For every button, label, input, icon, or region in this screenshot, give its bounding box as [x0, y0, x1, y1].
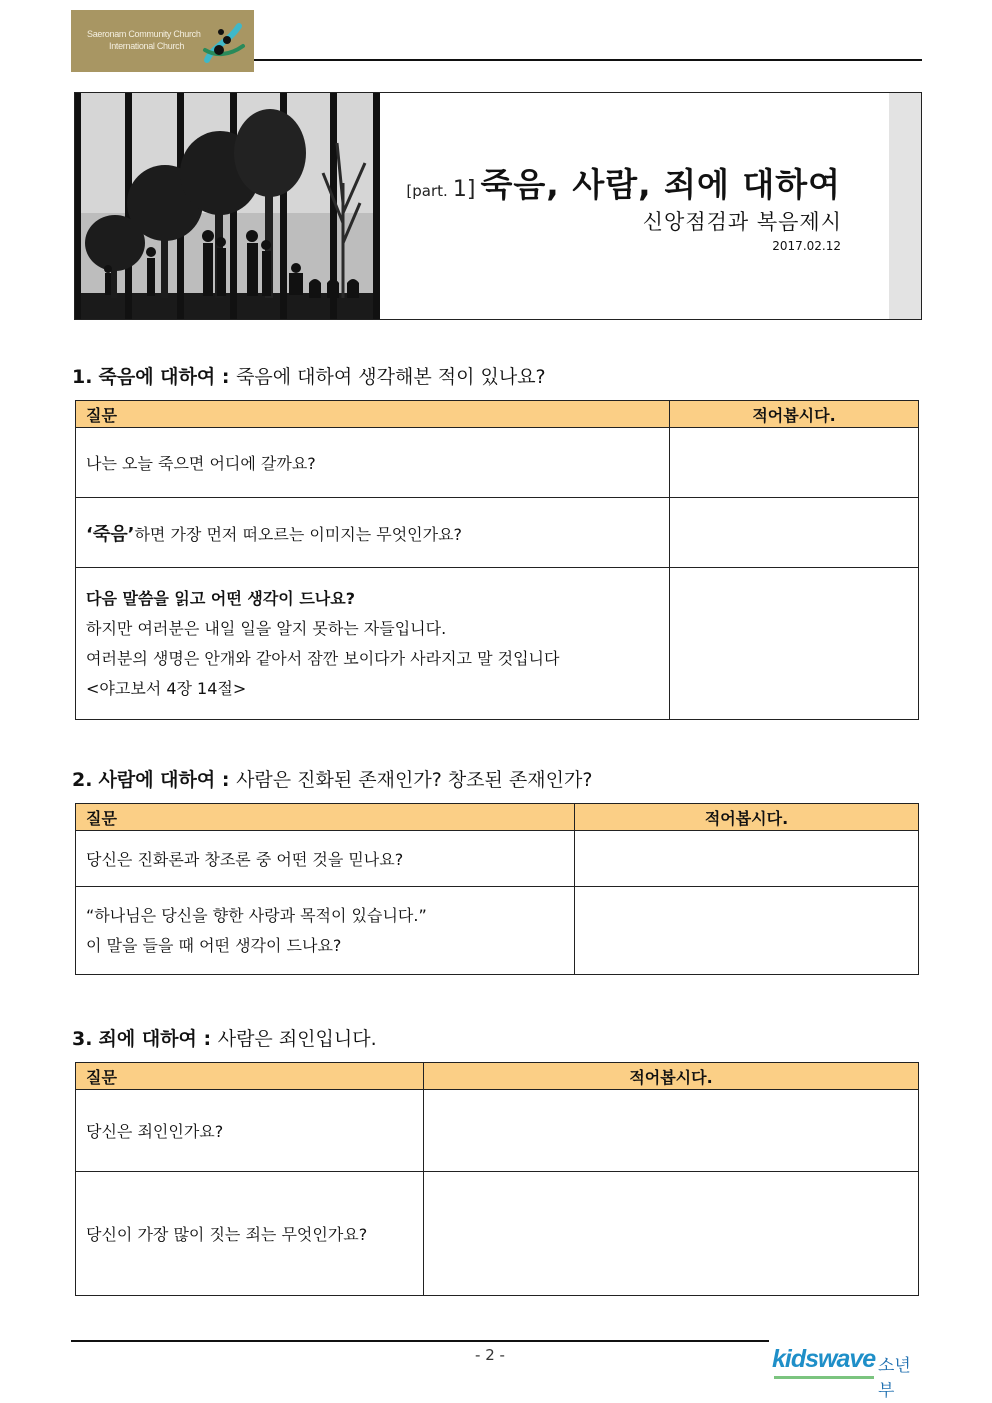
section-3-number: 3.: [72, 1028, 93, 1050]
page-date: 2017.02.12: [772, 239, 841, 253]
scripture-line: 여러분의 생명은 안개와 같아서 잠깐 보이다가 사라지고 말 것입니다: [86, 648, 560, 668]
part-label: [part.: [406, 182, 448, 200]
section-2-table: [75, 803, 919, 975]
logo-line1: Saeronam Community Church: [87, 29, 201, 39]
column-header-answer: 적어봅시다.: [670, 401, 919, 428]
answer-cell[interactable]: [575, 887, 919, 975]
question-text: 하면 가장 먼저 떠오르는 이미지는 무엇인가요?: [134, 524, 463, 544]
answer-cell[interactable]: [575, 831, 919, 887]
kidswave-logo: [770, 1343, 920, 1401]
column-header-answer: 적어봅시다.: [575, 804, 919, 831]
question-text: 당신은 진화론과 창조론 중 어떤 것을 믿나요?: [86, 850, 404, 869]
question-cell: [76, 568, 670, 720]
logo-line2: International Church: [109, 41, 185, 51]
table-row: [76, 568, 919, 720]
kidswave-logo-suffix: 소년부: [878, 1356, 911, 1401]
logo-emblem-icon: [199, 16, 247, 72]
column-header-question: 질문: [76, 401, 670, 428]
column-header-question: 질문: [76, 804, 575, 831]
table-row: [76, 1090, 919, 1172]
section-1-table: [75, 400, 919, 720]
answer-cell[interactable]: [670, 428, 919, 498]
section-2-title: 사람에 대하여: [98, 769, 216, 791]
question-text: 다음 말씀을 읽고 어떤 생각이 드나요?: [86, 588, 355, 608]
scripture-line: 하지만 여러분은 내일 일을 알지 못하는 자들입니다.: [86, 618, 447, 638]
question-cell: [76, 887, 575, 975]
church-logo: [71, 10, 254, 72]
answer-cell[interactable]: [424, 1172, 919, 1296]
answer-cell[interactable]: [670, 568, 919, 720]
footer-rule: [71, 1340, 769, 1342]
table-header-row: [76, 804, 919, 831]
question-text: 이 말을 들을 때 어떤 생각이 드나요?: [86, 935, 342, 955]
section-3-heading: [72, 1024, 377, 1051]
section-1-heading: [72, 362, 546, 389]
question-cell: [76, 498, 670, 568]
question-cell: [76, 1172, 424, 1296]
page-title: 죽음, 사람, 죄에 대하여: [480, 165, 841, 204]
kidswave-tagline-bar: [774, 1376, 874, 1379]
page-subtitle: 신앙점검과 복음제시: [642, 210, 842, 234]
answer-cell[interactable]: [424, 1090, 919, 1172]
question-cell: [76, 428, 670, 498]
table-row: [76, 887, 919, 975]
table-header-row: [76, 401, 919, 428]
question-text: “하나님은 당신을 향한 사랑과 목적이 있습니다.”: [86, 905, 427, 925]
question-text: 당신이 가장 많이 짓는 죄는 무엇인가요?: [86, 1225, 368, 1244]
column-header-answer: 적어봅시다.: [424, 1063, 919, 1090]
question-text: 나는 오늘 죽으면 어디에 갈까요?: [86, 454, 316, 473]
page-number: - 2 -: [475, 1346, 505, 1364]
section-3-title: 죄에 대하여: [98, 1028, 197, 1050]
question-cell: [76, 1090, 424, 1172]
section-2-number: 2.: [72, 769, 93, 791]
table-row: [76, 831, 919, 887]
table-row: [76, 498, 919, 568]
table-row: [76, 1172, 919, 1296]
section-3-desc: 사람은 죄인입니다.: [217, 1028, 377, 1050]
answer-cell[interactable]: [670, 498, 919, 568]
title-banner: [74, 92, 922, 320]
banner-grey-strip: [889, 93, 921, 319]
part-number: 1]: [452, 177, 476, 202]
section-2-heading: [72, 765, 592, 792]
section-1-desc: 죽음에 대하여 생각해본 적이 있나요?: [236, 366, 546, 388]
section-3-colon: :: [196, 1028, 218, 1050]
section-3-table: [75, 1062, 919, 1296]
section-2-colon: :: [215, 769, 237, 791]
question-text: 당신은 죄인인가요?: [86, 1122, 224, 1141]
section-1-title: 죽음에 대하여: [98, 366, 216, 388]
kidswave-logo-text: kidswave: [772, 1345, 876, 1373]
question-cell: [76, 831, 575, 887]
section-1-colon: :: [215, 366, 237, 388]
header-rule: [254, 59, 922, 61]
section-1-number: 1.: [72, 366, 93, 388]
life-stages-silhouette-image: [75, 93, 380, 319]
table-header-row: [76, 1063, 919, 1090]
question-quote: ‘죽음’: [86, 523, 135, 545]
scripture-reference: <야고보서 4장 14절>: [86, 678, 247, 698]
table-row: [76, 428, 919, 498]
banner-title-line: [406, 159, 841, 206]
column-header-question: 질문: [76, 1063, 424, 1090]
section-2-desc: 사람은 진화된 존재인가? 창조된 존재인가?: [236, 769, 593, 791]
